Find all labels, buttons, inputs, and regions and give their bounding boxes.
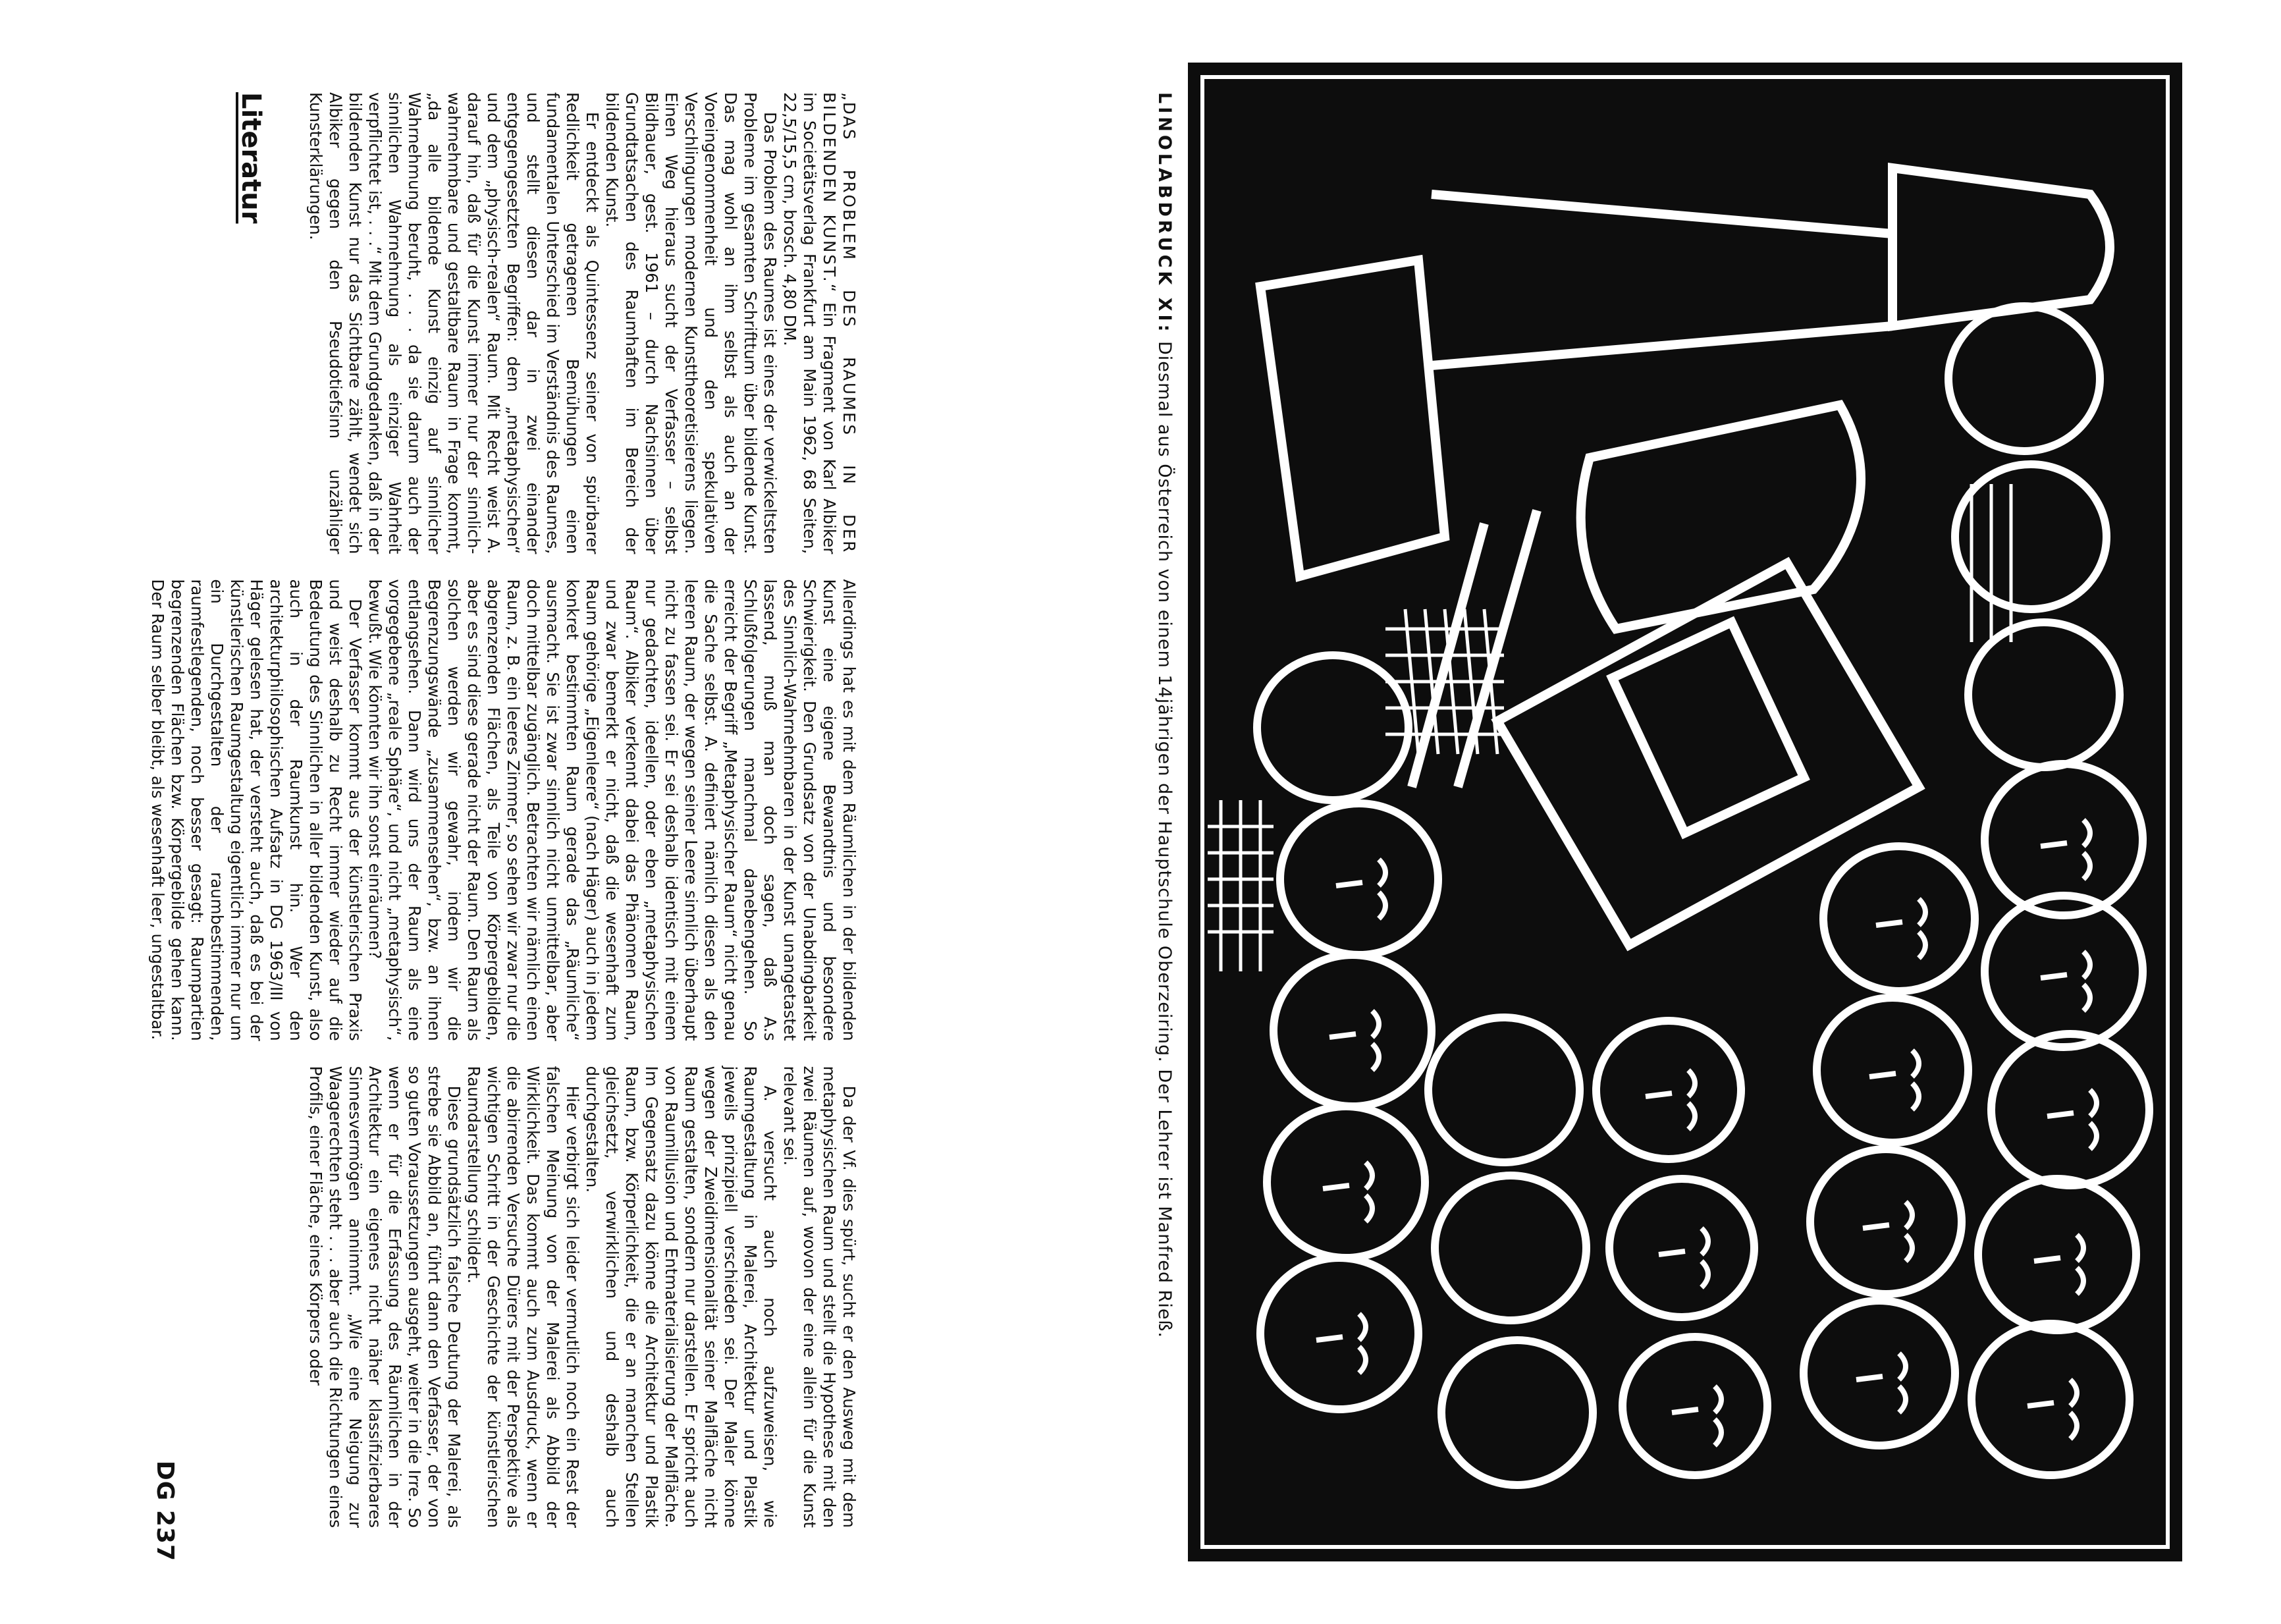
linocut-print xyxy=(1188,63,2182,1561)
linocut-illustration xyxy=(1188,63,2182,1561)
review-paragraph: Ein Fragment von Karl Albiker im Societätsverlag Frankfurt am Main 1962, 68 Seiten, 22,5/15,5 cm, brosch. 4,80 DM. xyxy=(780,92,839,555)
image-caption xyxy=(1154,92,1175,1528)
review-paragraph: Da der Vf. dies spürt, sucht er den Ausweg mit dem metaphysischen Raum und stellt die Hypothese mit den zwei Räumen auf, wovon der eine allein für die Kunst relevant sei. xyxy=(780,1066,859,1528)
review-paragraph: A. versucht auch noch aufzuweisen, wie Raumgestaltung in Malerei, Architektur und Plastik jeweils prinzipiell verschieden sei. Der Maler könne wegen der Zweidimensionalität seiner Malfläche nicht Raum gestalten, sondern nur darstellen. Er spricht auch von Raumillusion und Entmaterialisierung der Malfläche. Im Gegensatz dazu könne die Architektur und Plastik Raum, bzw. Körperlichkeit, die er an manchen Stellen gleichsetzt, verwirklichen und deshalb auch durchgestalten. xyxy=(583,1066,780,1528)
review-paragraph: Diese grundsätzlich falsche Deutung der Malerei, als strebe sie Abbild an, führt dann den Verfasser, der von so guten Voraussetzungen ausgeht, weiter in die Irre. So wenn er für die Erfassung des Räumlichen in der Architektur ein eigenes nicht näher klassifizierbares Sinnesvermögen annimmt. „Wie eine Neigung zur Waagerechten steht . . . aber auch die Richtungen eines Profils, einer Fläche, eines Körpers oder xyxy=(306,1066,464,1528)
section-heading: Literatur xyxy=(236,92,266,224)
page-number: DG 237 xyxy=(151,1460,178,1561)
column-1 xyxy=(279,92,859,554)
review-paragraph: Hier verbirgt sich leider vermutlich noch ein Rest der falschen Meinung von der Malerei als Abbild der Wirklichkeit. Das kommt auch zum Ausdruck, wenn er die abirrenden Versuche Dürers mit der Perspektive als wichtigen Schritt in der Geschichte der künstlerischen Raumdarstellung schildert. xyxy=(464,1066,582,1528)
column-2 xyxy=(148,579,859,1041)
review-paragraph: Das Problem des Raumes ist eines der verwickeltsten Probleme im gesamten Schrifttum über bildende Kunst. Das mag wohl an ihm selbst als auch an der Voreingenommenheit und den spekulativen Verschlingungen modernen Kunsttheoretisierens liegen. Einen Weg hieraus sucht der Verfasser – selbst Bildhauer, gest. 1961 – durch Nachsinnen über Grundtatsachen des Raumhaften im Bereich der bildenden Kunst. xyxy=(603,92,780,555)
review-paragraph: Er entdeckt als Quintessenz seiner von spürbarer Redlichkeit getragenen Bemühungen einen fundamentalen Unterschied im Verständnis des Raumes, und stellt diesen dar in zwei einander entgegengesetzten Begriffen: dem „metaphysischen“ und dem „physisch-realen“ Raum. Mit Recht weist A. darauf hin, daß für die Kunst immer nur der sinnlich-wahrnehmbare und gestaltbare Raum in Frage kommt, „da alle bildende Kunst einzig auf sinnlicher Wahrnehmung beruht, . . . da sie darum auch der sinnlichen Wahrnehmung als einziger Wahrheit verpflichtet ist, . . .“ Mit dem Grundgedanken, daß in der bildenden Kunst nur das Sichtbare zählt, wendet sich Albiker gegen den Pseudotiefsinn unzähliger Kunsterklärungen. xyxy=(306,92,602,555)
review-paragraph: Allerdings hat es mit dem Räumlichen in der bildenden Kunst eine eigene Bewandtnis und besondere Schwierigkeit. Den Grundsatz von der Unabdingbarkeit des Sinnlich-Wahrnehmbaren in der Kunst unangetastet lassend, muß man doch sagen, daß A.s Schlußfolgerungen manchmal danebengehen. So erreicht der Begriff „Metaphysischer Raum“ nicht genau die Sache selbst. A. definiert nämlich diesen als den leeren Raum, der wegen seiner Leere sinnlich überhaupt nicht zu fassen sei. Er sei deshalb identisch mit einem nur gedachten, ideellen, oder eben „metaphysischen Raum“. Albiker verkennt dabei das Phänomen Raum, und zwar bemerkt er nicht, daß die wesenhaft zum Raum gehörige „Eigenleere“ (nach Häger) auch in jedem konkret bestimmten Raum gerade das „Räumliche“ ausmacht. Sie ist zwar sinnlich nicht unmittelbar, aber doch mittelbar zugänglich. Betrachten wir nämlich einen Raum, z. B. ein leeres Zimmer, so sehen wir zwar nur die abgrenzenden Flächen, als Teile von Körpergebilden, aber es sind diese gerade nicht der Raum. Den Raum als solchen werden wir gewahr, indem wir die Begrenzungswände „zusammensehen“, bzw. an ihnen entlangsehen. Dann wird uns der Raum als eine vorgegebene „reale Sphäre“, und nicht „metaphysisch“, bewußt. Wie könnten wir ihn sonst einräumen? xyxy=(365,579,859,1041)
column-3 xyxy=(279,1066,859,1528)
caption-label: LINOLABDRUCK XI: xyxy=(1154,92,1175,335)
review-paragraph: Der Verfasser kommt aus der künstlerischen Praxis und weist deshalb zu Recht immer wieder auf die Bedeutung des Sinnlichen in aller bildenden Kunst, also auch in der Raumkunst hin. Wer den architekturphilosophischen Aufsatz in DG 1963/III von Häger gelesen hat, der versteht auch, daß es bei der künstlerischen Raumgestaltung eigentlich immer nur um ein Durchgestalten der raumbestimmenden, raumfestlegenden, noch besser gesagt: Raumpartien begrenzenden Flächen bzw. Körpergebilde gehen kann. Der Raum selber bleibt, als wesenhaft leer, ungestaltbar. xyxy=(148,579,365,1041)
caption-text: Diesmal aus Österreich von einem 14jährigen der Hauptschule Oberzeiring. Der Lehrer ist Manfred Rieß. xyxy=(1154,341,1175,1339)
book-title: „DAS PROBLEM DES RAUMES IN DER BILDENDEN KUNST.“ xyxy=(820,92,859,555)
review-citation xyxy=(780,92,859,554)
